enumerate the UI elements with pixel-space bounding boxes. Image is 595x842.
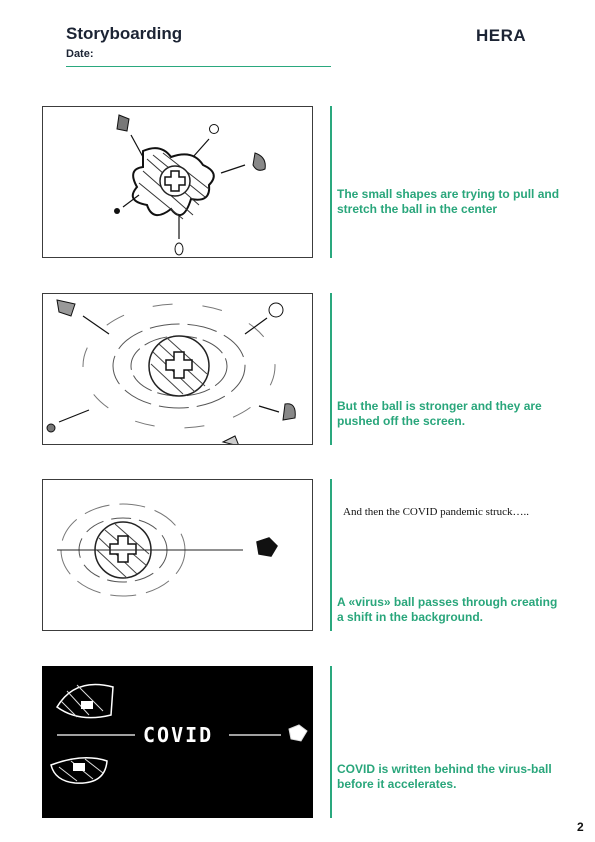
date-underline — [66, 66, 331, 67]
sketch-virus-passing — [43, 480, 313, 631]
sketch-stretched-ball — [43, 107, 313, 258]
storyboard-frame-4 — [42, 666, 313, 818]
frame-2-divider — [330, 293, 332, 445]
brand-label: HERA — [476, 26, 527, 45]
storyboard-frame-1 — [42, 106, 313, 258]
frame-1-divider — [330, 106, 332, 258]
date-label: Date: — [66, 48, 94, 60]
page-title: Storyboarding — [66, 24, 183, 43]
sketch-ball-pushing-shapes — [43, 294, 313, 445]
frame-3-divider — [330, 479, 332, 631]
storyboard-frame-2 — [42, 293, 313, 445]
storyboard-frame-3 — [42, 479, 313, 631]
page-number: 2 — [577, 820, 584, 834]
covid-sketch-text: COVID — [143, 723, 214, 747]
frame-4-caption: COVID is written behind the virus-ball before it accelerates. — [337, 762, 552, 791]
frame-1-caption: The small shapes are trying to pull and stretch the ball in the center — [337, 187, 560, 216]
frame-3-caption: A «virus» ball passes through creating a shift in the background. — [337, 595, 558, 624]
frame-3-note: And then the COVID pandemic struck….. — [343, 506, 530, 518]
frame-2-caption: But the ball is stronger and they are pushed off the screen. — [337, 399, 542, 428]
sketch-covid-text — [43, 667, 313, 818]
frame-4-divider — [330, 666, 332, 818]
